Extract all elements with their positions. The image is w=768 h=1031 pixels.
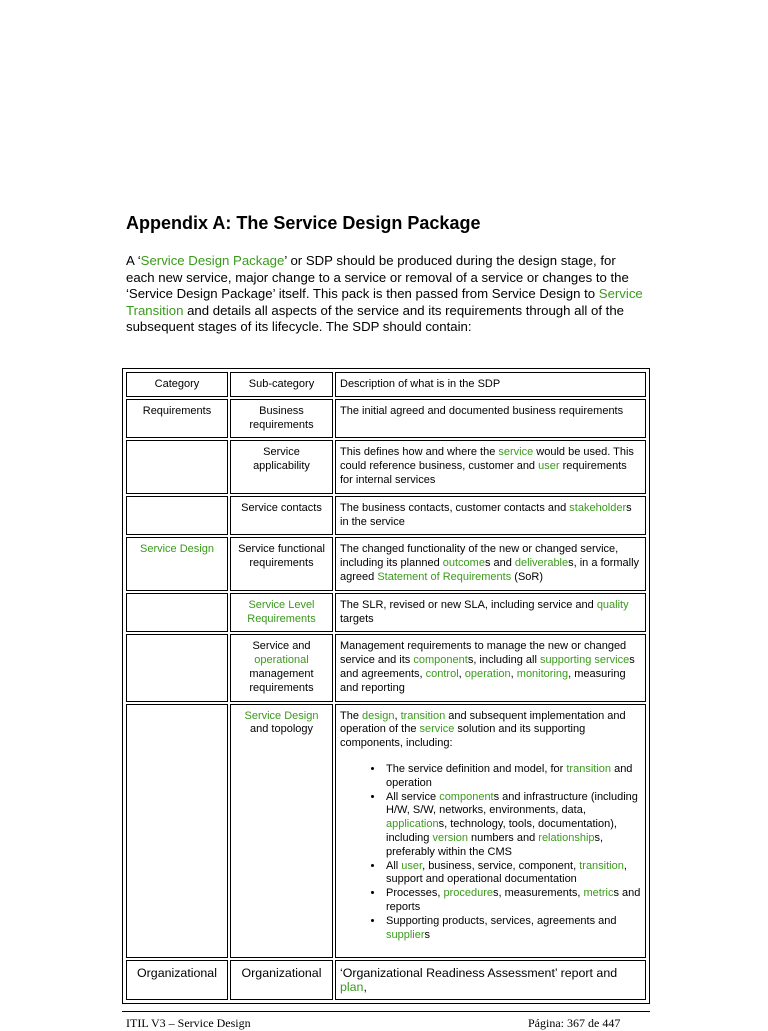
header-sub-category: Sub-category <box>230 372 333 397</box>
link-version[interactable]: version <box>432 831 468 844</box>
intro-text: and details all aspects of the service and its requirements through all of the subsequent stages of its lifecycle. The SDP should contain: <box>126 302 624 334</box>
bullet-list <box>340 763 641 942</box>
desc-text: The business contacts, customer contacts and <box>340 501 570 514</box>
link-service-design-package[interactable]: Service Design Package <box>140 253 285 268</box>
item-text: All <box>386 859 402 872</box>
cell-category <box>126 537 228 590</box>
intro-paragraph <box>126 253 646 336</box>
link-service-transition[interactable]: Service Transition <box>126 286 643 318</box>
cell-sub-category: Service functional requirements <box>230 537 333 590</box>
item-text: Supporting products, services, agreements and <box>386 914 617 927</box>
cell-description <box>335 593 646 633</box>
link-service[interactable]: service <box>498 446 534 459</box>
header-description: Description of what is in the SDP <box>335 372 646 397</box>
list-item <box>384 860 641 888</box>
link-component[interactable]: component <box>413 654 468 667</box>
cell-category <box>126 496 228 536</box>
link-supplier[interactable]: supplier <box>386 928 425 941</box>
table-row <box>126 634 646 701</box>
item-text: The service definition and model, for <box>386 762 567 775</box>
item-text: s, technology, tools, documentation), including <box>386 818 617 844</box>
link-control[interactable]: control <box>425 667 459 680</box>
item-text: s and infrastructure (including H/W, S/W, networks, environments, data, <box>386 790 638 817</box>
link-transition[interactable]: transition <box>579 859 624 872</box>
cell-description <box>335 704 646 959</box>
item-text: Processes, <box>386 887 444 900</box>
link-procedure[interactable]: procedure <box>443 887 494 900</box>
item-text: s, preferably within the CMS <box>386 831 604 858</box>
link-service-design[interactable]: Service Design <box>140 543 214 556</box>
cell-description <box>335 537 646 590</box>
footer-divider <box>122 1011 650 1012</box>
link-component[interactable]: component <box>439 790 494 803</box>
intro-text: ’ or SDP should be produced during the design stage, for each new service, major change to a service or removal of a service or changes to the ‘Service Design Package’ itself. This pack is then passed from Service Design to <box>126 253 629 301</box>
cell-description <box>335 960 646 1000</box>
item-text: s <box>424 928 431 941</box>
link-design[interactable]: design <box>362 709 395 722</box>
cell-category: Organizational <box>126 960 228 1000</box>
link-application[interactable]: application <box>386 818 439 831</box>
desc-text: requirements for internal services <box>340 460 627 486</box>
table-row <box>126 960 646 1000</box>
table-header-row <box>126 372 646 397</box>
link-plan[interactable]: plan <box>340 980 364 995</box>
link-operational[interactable]: operational <box>254 654 309 667</box>
desc-text: , <box>458 667 465 680</box>
page-title: Appendix A: The Service Design Package <box>126 213 481 233</box>
item-text: s, measurements, <box>493 887 584 900</box>
desc-text: , <box>363 980 367 995</box>
desc-text: s in the service <box>340 501 632 528</box>
link-outcome[interactable]: outcome <box>442 557 485 570</box>
link-quality[interactable]: quality <box>596 598 629 611</box>
header-category: Category <box>126 372 228 397</box>
desc-paragraph <box>340 710 641 751</box>
desc-text: s, in a formally agreed <box>340 557 640 583</box>
item-text: and operation <box>386 762 633 789</box>
link-user[interactable]: user <box>538 460 560 473</box>
cell-sub-category <box>230 593 333 633</box>
cell-category <box>126 593 228 633</box>
table-row <box>126 704 646 959</box>
desc-text: solution and its supporting components, including: <box>340 723 586 750</box>
desc-text: , measuring and reporting <box>340 667 626 694</box>
list-item <box>384 915 641 943</box>
desc-text: s, including all <box>467 654 540 667</box>
cell-category: Requirements <box>126 399 228 439</box>
desc-text: s and agreements, <box>340 654 635 680</box>
sub-text: management requirements <box>249 667 314 694</box>
cell-sub-category: Business requirements <box>230 399 333 439</box>
desc-text: , <box>510 667 517 680</box>
item-text: s and reports <box>386 887 641 913</box>
desc-text: This defines how and where the <box>340 446 499 459</box>
desc-text: s and <box>484 557 515 570</box>
item-text: numbers and <box>467 831 539 844</box>
item-text: , business, service, component, <box>422 859 580 872</box>
link-relationship[interactable]: relationship <box>538 831 595 844</box>
cell-sub-category <box>230 634 333 701</box>
link-metric[interactable]: metric <box>583 887 614 900</box>
cell-category <box>126 440 228 493</box>
link-user[interactable]: user <box>401 859 423 872</box>
list-item <box>384 887 641 915</box>
footer-page-number: Página: 367 de 447 <box>528 1016 621 1030</box>
cell-description <box>335 634 646 701</box>
cell-sub-category <box>230 704 333 959</box>
desc-text: , <box>394 709 401 722</box>
table-row <box>126 593 646 633</box>
desc-text: and subsequent implementation and operation of the <box>340 709 626 736</box>
sub-text: Service and <box>252 640 311 653</box>
link-service-design[interactable]: Service Design <box>244 709 319 722</box>
list-item <box>384 763 641 791</box>
desc-text: (SoR) <box>511 570 543 583</box>
cell-category <box>126 704 228 959</box>
link-supporting-service[interactable]: supporting service <box>539 654 630 667</box>
table-row <box>126 399 646 439</box>
table-row <box>126 496 646 536</box>
desc-text: The changed functionality of the new or changed service, including its planned <box>340 543 619 570</box>
cell-sub-category: Service applicability <box>230 440 333 493</box>
sub-text: and topology <box>250 723 313 736</box>
desc-text: The <box>340 709 363 722</box>
desc-text: would be used. This could reference business, customer and <box>340 446 634 473</box>
cell-category <box>126 634 228 701</box>
cell-sub-category: Service contacts <box>230 496 333 536</box>
footer-document-title: ITIL V3 – Service Design <box>126 1016 251 1030</box>
link-deliverable[interactable]: deliverable <box>514 557 569 570</box>
desc-text: The SLR, revised or new SLA, including service and <box>340 598 597 611</box>
desc-text: targets <box>340 612 374 625</box>
item-text: , support and operational documentation <box>386 859 627 886</box>
link-service[interactable]: service <box>419 723 455 736</box>
cell-description <box>335 496 646 536</box>
sdp-table <box>124 370 648 1002</box>
item-text: All service <box>386 790 440 803</box>
link-transition[interactable]: transition <box>566 762 612 775</box>
list-item <box>384 791 641 860</box>
cell-sub-category: Organizational <box>230 960 333 1000</box>
link-stakeholder[interactable]: stakeholder <box>569 501 627 514</box>
table-row <box>126 440 646 493</box>
link-monitoring[interactable]: monitoring <box>516 667 569 680</box>
cell-description: The initial agreed and documented business requirements <box>335 399 646 439</box>
cell-description <box>335 440 646 493</box>
link-transition[interactable]: transition <box>400 709 446 722</box>
desc-text: ‘Organizational Readiness Assessment’ report and <box>340 966 618 981</box>
link-operation[interactable]: operation <box>464 667 511 680</box>
intro-text: A ‘ <box>126 253 141 268</box>
link-statement-of-requirements[interactable]: Statement of Requirements <box>377 570 512 583</box>
link-service-level-requirements[interactable]: Service Level Requirements <box>247 598 316 625</box>
sdp-table-frame <box>122 368 650 1004</box>
desc-text: Management requirements to manage the new or changed service and its <box>340 640 627 667</box>
table-row <box>126 537 646 590</box>
